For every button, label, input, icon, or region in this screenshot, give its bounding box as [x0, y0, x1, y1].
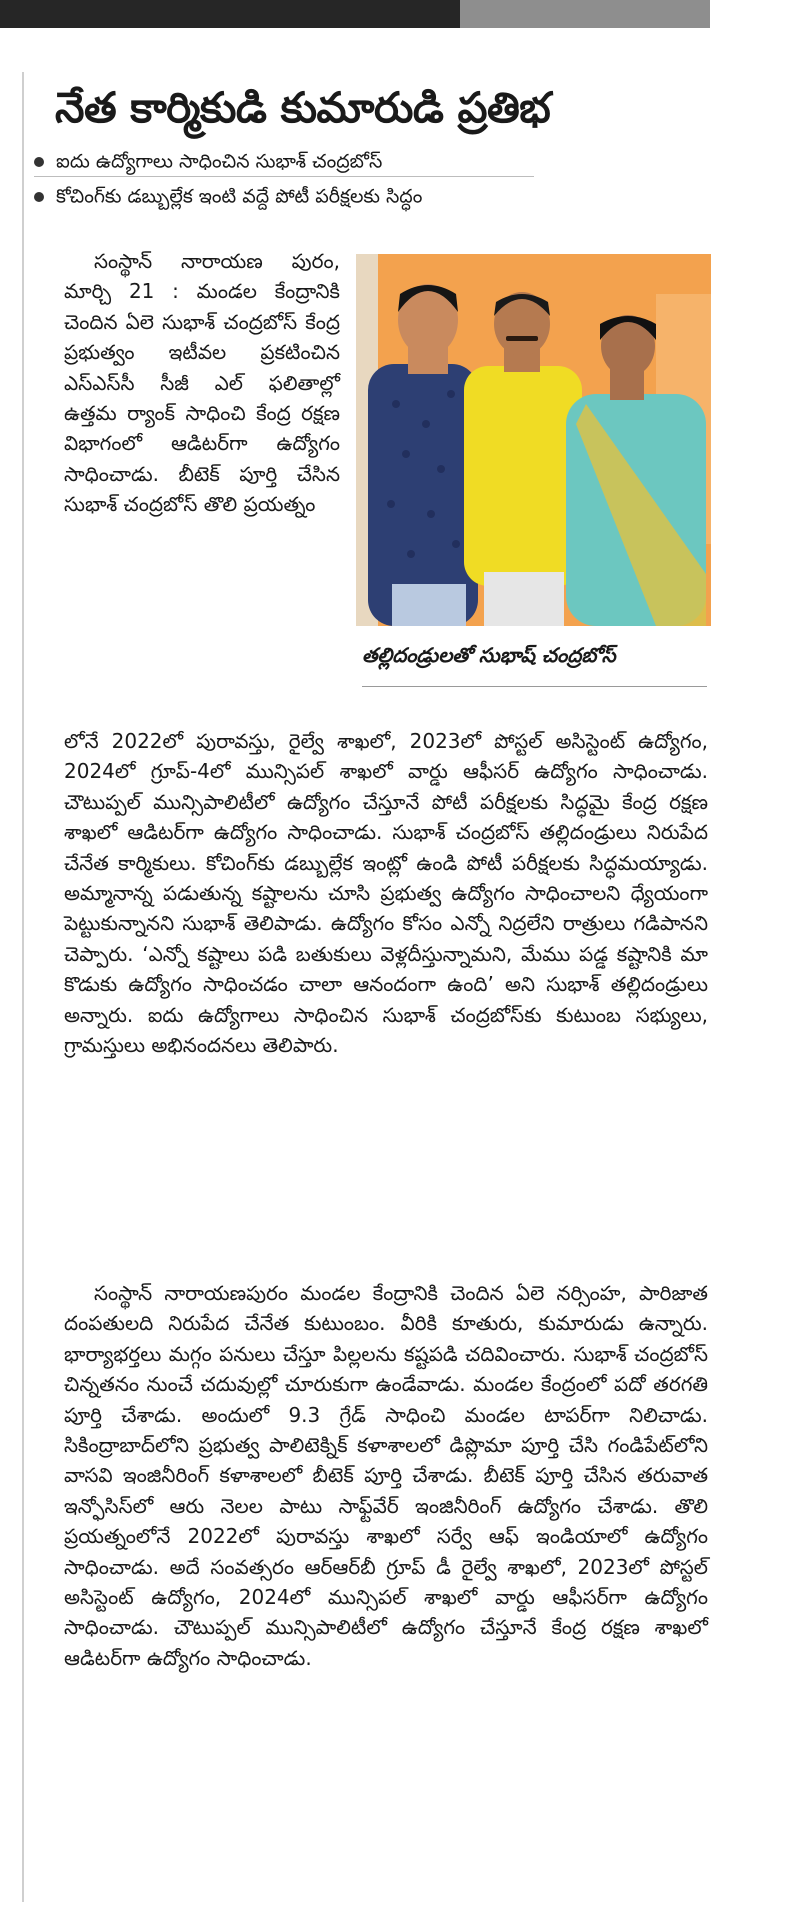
photo-caption: తల్లిదండ్రులతో సుభాష్ చంద్రబోస్	[362, 643, 616, 667]
header-bar-dark	[0, 0, 460, 28]
subheading-1-text: ఐదు ఉద్యోగాలు సాధించిన సుభాశ్ చంద్రబోస్	[56, 150, 383, 173]
caption-divider	[362, 686, 707, 687]
subheading-1	[34, 148, 714, 175]
paragraph-intro-text: సంస్థాన్ నారాయణ పురం, మార్చి 21 : మండల కేంద్రానికి చెందిన ఏలె సుభాశ్ చంద్రబోస్ కేంద్ర ప్రభుత్వం ఇటీవల ప్రకటించిన ఎస్ఎస్‌సీ సీజీ ఎల్ ఫలితాల్లో ఉత్తమ ర్యాంక్ సాధించి కేంద్ర రక్షణ విభాగంలో ఆడిటర్‌గా ఉద్యోగం సాధించాడు. బీటెక్ పూర్తి చేసిన సుభాశ్ చంద్రబోస్ తొలి ప్రయత్నం	[64, 249, 340, 517]
subheading-2-text: కోచింగ్‌కు డబ్బుల్లేక ఇంటి వద్దే పోటీ పరీక్షలకు సిద్ధం	[56, 185, 423, 208]
article-paragraph-intro	[64, 246, 340, 520]
subheading-2	[34, 183, 714, 210]
article-photo	[356, 254, 711, 626]
subheading-divider	[34, 176, 534, 177]
article-paragraph-second	[64, 1278, 708, 1673]
bullet-icon	[34, 157, 44, 167]
bullet-icon	[34, 192, 44, 202]
header-bar-grey	[460, 0, 710, 28]
article-paragraph-continued: లోనే 2022లో పురావస్తు, రైల్వే శాఖలో, 2023లో పోస్టల్ అసిస్టెంట్ ఉద్యోగం, 2024లో గ్రూప్-4లో మున్సిపల్ శాఖలో వార్డు ఆఫీసర్ ఉద్యోగం సాధించాడు. చౌటుప్పల్ మున్సిపాలిటీలో ఉద్యోగం చేస్తూనే పోటీ పరీక్షలకు సిద్ధమై కేంద్ర రక్షణ శాఖలో ఆడిటర్‌గా ఉద్యోగం సాధించాడు. సుభాశ్ చంద్రబోస్ తల్లిదండ్రులు నిరుపేద చేనేత కార్మికులు. కోచింగ్‌కు డబ్బుల్లేక ఇంట్లో ఉండి పోటీ పరీక్షలకు సిద్ధమయ్యాడు. అమ్మానాన్న పడుతున్న కష్టాలను చూసి ప్రభుత్వ ఉద్యోగం సాధించాలని ధ్యేయంగా పెట్టుకున్నానని సుభాశ్ తెలిపాడు. ఉద్యోగం కోసం ఎన్నో నిద్రలేని రాత్రులు గడిపానని చెప్పారు. ‘ఎన్నో కష్టాలు పడి బతుకులు వెళ్లదీస్తున్నామని, మేము పడ్డ కష్టానికి మా కొడుకు ఉద్యోగం సాధించడం చాలా ఆనందంగా ఉంది’ అని సుభాశ్ తల్లిదండ్రులు అన్నారు. ఐదు ఉద్యోగాలు సాధించిన సుభాశ్ చంద్రబోస్‌కు కుటుంబ సభ్యులు, గ్రామస్తులు అభినందనలు తెలిపారు.	[64, 729, 708, 1058]
paragraph-second-text: సంస్థాన్ నారాయణపురం మండల కేంద్రానికి చెందిన ఏలె నర్సింహ, పారిజాత దంపతులది నిరుపేద చేనేత కుటుంబం. వీరికి కూతురు, కుమారుడు ఉన్నారు. భార్యాభర్తలు మగ్గం పనులు చేస్తూ పిల్లలను కష్టపడి చదివించారు. సుభాశ్ చంద్రబోస్ చిన్నతనం నుంచే చదువుల్లో చూరుకుగా ఉండేవాడు. మండల కేంద్రంలో పదో తరగతి పూర్తి చేశాడు. అందులో 9.3 గ్రేడ్ సాధించి మండల టాపర్‌గా నిలిచాడు. సికింద్రాబాద్‌లోని ప్రభుత్వ పాలిటెక్నిక్ కళాశాలలో డిప్లొమా పూర్తి చేసి గండిపేట్‌లోని వాసవి ఇంజినీరింగ్ కళాశాలలో బీటెక్ పూర్తి చేశాడు. బీటెక్ పూర్తి చేసిన తరువాత ఇన్ఫోసిస్‌లో ఆరు నెలల పాటు సాఫ్ట్‌వేర్ ఇంజినీరింగ్ ఉద్యోగం చేశాడు. తొలి ప్రయత్నంలోనే 2022లో పురావస్తు శాఖలో సర్వే ఆఫ్ ఇండియాలో ఉద్యోగం సాధించాడు. అదే సంవత్సరం ఆర్ఆర్‌బీ గ్రూప్ డీ రైల్వే శాఖలో, 2023లో పోస్టల్ అసిస్టెంట్ ఉద్యోగం, 2024లో మున్సిపల్ శాఖలో వార్డు ఆఫీసర్‌గా ఉద్యోగం సాధించాడు. చౌటుప్పల్ మున్సిపాలిటీలో ఉద్యోగం చేస్తూనే కేంద్ర రక్షణ శాఖలో ఆడిటర్‌గా ఉద్యోగం సాధించాడు.	[64, 1281, 708, 1670]
family-photo-illustration	[356, 254, 711, 626]
article-headline: నేత కార్మికుడి కుమారుడి ప్రతిభ	[55, 83, 551, 132]
column-rule	[22, 72, 24, 1902]
